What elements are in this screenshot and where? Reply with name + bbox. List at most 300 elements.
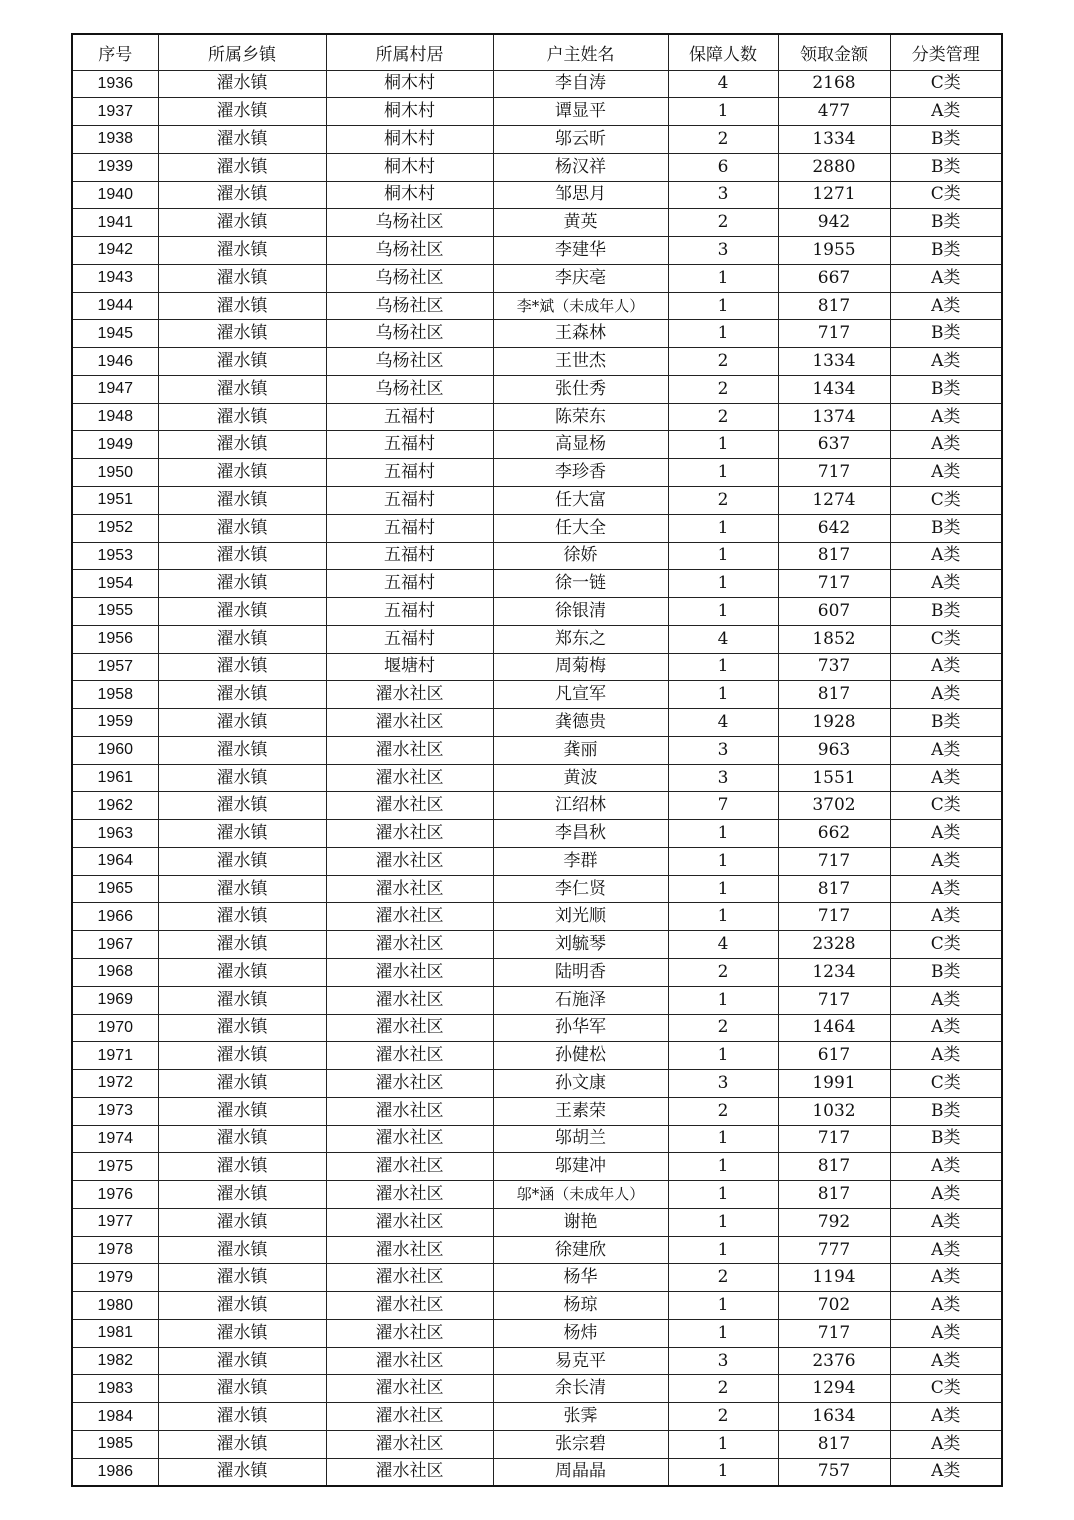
household-head-cell: 张霁 (493, 1403, 668, 1431)
covered-persons-cell: 1 (668, 1208, 778, 1236)
table-row (72, 126, 1002, 154)
table-row (72, 1042, 1002, 1070)
serial-number-cell: 1941 (72, 209, 158, 237)
category-cell: A类 (890, 459, 1002, 487)
village-cell: 濯水社区 (326, 1264, 493, 1292)
serial-number-cell: 1978 (72, 1236, 158, 1264)
village-cell: 濯水社区 (326, 1431, 493, 1459)
serial-number-cell: 1975 (72, 1153, 158, 1181)
amount-cell: 1294 (778, 1375, 890, 1403)
household-head-cell: 李建华 (493, 237, 668, 265)
covered-persons-cell: 2 (668, 1097, 778, 1125)
village-cell: 濯水社区 (326, 875, 493, 903)
serial-number-cell: 1982 (72, 1347, 158, 1375)
township-cell: 濯水镇 (158, 375, 326, 403)
village-cell: 五福村 (326, 431, 493, 459)
household-head-cell: 高显杨 (493, 431, 668, 459)
covered-persons-cell: 4 (668, 625, 778, 653)
amount-cell: 817 (778, 542, 890, 570)
category-cell: C类 (890, 1070, 1002, 1098)
category-cell: C类 (890, 1375, 1002, 1403)
village-cell: 乌杨社区 (326, 348, 493, 376)
serial-number-cell: 1976 (72, 1181, 158, 1209)
category-cell: A类 (890, 1181, 1002, 1209)
table-row (72, 736, 1002, 764)
serial-number-cell: 1958 (72, 681, 158, 709)
township-cell: 濯水镇 (158, 820, 326, 848)
village-cell: 乌杨社区 (326, 375, 493, 403)
category-cell: A类 (890, 903, 1002, 931)
amount-cell: 717 (778, 847, 890, 875)
serial-number-cell: 1965 (72, 875, 158, 903)
covered-persons-cell: 4 (668, 931, 778, 959)
table-row (72, 320, 1002, 348)
household-head-cell: 邬胡兰 (493, 1125, 668, 1153)
village-cell: 濯水社区 (326, 1458, 493, 1486)
serial-number-cell: 1968 (72, 959, 158, 987)
category-cell: C类 (890, 181, 1002, 209)
amount-cell: 717 (778, 320, 890, 348)
table-row (72, 1208, 1002, 1236)
township-cell: 濯水镇 (158, 1431, 326, 1459)
covered-persons-cell: 2 (668, 348, 778, 376)
township-cell: 濯水镇 (158, 1403, 326, 1431)
township-cell: 濯水镇 (158, 431, 326, 459)
household-head-cell: 龚德贵 (493, 709, 668, 737)
township-cell: 濯水镇 (158, 598, 326, 626)
serial-number-cell: 1946 (72, 348, 158, 376)
amount-cell: 717 (778, 986, 890, 1014)
category-cell: B类 (890, 1097, 1002, 1125)
village-cell: 濯水社区 (326, 903, 493, 931)
table-row (72, 375, 1002, 403)
header-row (72, 34, 1002, 70)
covered-persons-cell: 1 (668, 292, 778, 320)
amount-cell: 1194 (778, 1264, 890, 1292)
village-cell: 濯水社区 (326, 986, 493, 1014)
covered-persons-cell: 1 (668, 264, 778, 292)
township-cell: 濯水镇 (158, 1181, 326, 1209)
table-row (72, 653, 1002, 681)
household-head-cell: 邬建冲 (493, 1153, 668, 1181)
covered-persons-cell: 2 (668, 375, 778, 403)
category-cell: A类 (890, 1319, 1002, 1347)
table-row (72, 209, 1002, 237)
category-cell: A类 (890, 1014, 1002, 1042)
village-cell: 乌杨社区 (326, 237, 493, 265)
amount-cell: 717 (778, 903, 890, 931)
township-cell: 濯水镇 (158, 292, 326, 320)
category-cell: B类 (890, 514, 1002, 542)
amount-cell: 3702 (778, 792, 890, 820)
village-cell: 濯水社区 (326, 1319, 493, 1347)
category-cell: A类 (890, 570, 1002, 598)
category-cell: B类 (890, 237, 1002, 265)
category-cell: C类 (890, 486, 1002, 514)
household-head-cell: 任大全 (493, 514, 668, 542)
amount-cell: 817 (778, 292, 890, 320)
village-cell: 桐木村 (326, 153, 493, 181)
amount-cell: 2880 (778, 153, 890, 181)
covered-persons-cell: 3 (668, 1070, 778, 1098)
covered-persons-cell: 1 (668, 542, 778, 570)
household-head-cell: 易克平 (493, 1347, 668, 1375)
village-cell: 濯水社区 (326, 736, 493, 764)
village-cell: 濯水社区 (326, 1375, 493, 1403)
table-row (72, 153, 1002, 181)
category-cell: C类 (890, 70, 1002, 98)
household-head-cell: 徐建欣 (493, 1236, 668, 1264)
covered-persons-cell: 2 (668, 403, 778, 431)
serial-number-cell: 1969 (72, 986, 158, 1014)
household-head-cell: 刘毓琴 (493, 931, 668, 959)
village-cell: 濯水社区 (326, 792, 493, 820)
amount-cell: 1551 (778, 764, 890, 792)
amount-cell: 817 (778, 1181, 890, 1209)
amount-cell: 1032 (778, 1097, 890, 1125)
table-row (72, 1181, 1002, 1209)
household-head-cell: 李珍香 (493, 459, 668, 487)
township-cell: 濯水镇 (158, 486, 326, 514)
village-cell: 濯水社区 (326, 681, 493, 709)
category-cell: A类 (890, 1153, 1002, 1181)
serial-number-cell: 1961 (72, 764, 158, 792)
serial-number-cell: 1955 (72, 598, 158, 626)
table-row (72, 931, 1002, 959)
table-row (72, 264, 1002, 292)
village-cell: 濯水社区 (326, 820, 493, 848)
township-cell: 濯水镇 (158, 209, 326, 237)
table-row (72, 1458, 1002, 1486)
village-cell: 桐木村 (326, 181, 493, 209)
table-row (72, 98, 1002, 126)
header-amount: 领取金额 (778, 34, 890, 70)
household-head-cell: 谭显平 (493, 98, 668, 126)
covered-persons-cell: 1 (668, 98, 778, 126)
category-cell: A类 (890, 681, 1002, 709)
household-head-cell: 郑东之 (493, 625, 668, 653)
table-body (72, 70, 1002, 1486)
village-cell: 濯水社区 (326, 1236, 493, 1264)
amount-cell: 817 (778, 681, 890, 709)
covered-persons-cell: 4 (668, 70, 778, 98)
serial-number-cell: 1974 (72, 1125, 158, 1153)
category-cell: A类 (890, 98, 1002, 126)
covered-persons-cell: 1 (668, 1292, 778, 1320)
household-head-cell: 谢艳 (493, 1208, 668, 1236)
covered-persons-cell: 3 (668, 1347, 778, 1375)
township-cell: 濯水镇 (158, 903, 326, 931)
amount-cell: 642 (778, 514, 890, 542)
household-head-cell: 龚丽 (493, 736, 668, 764)
table-row (72, 598, 1002, 626)
table-row (72, 1097, 1002, 1125)
township-cell: 濯水镇 (158, 847, 326, 875)
amount-cell: 702 (778, 1292, 890, 1320)
covered-persons-cell: 3 (668, 736, 778, 764)
township-cell: 濯水镇 (158, 542, 326, 570)
category-cell: A类 (890, 820, 1002, 848)
category-cell: A类 (890, 986, 1002, 1014)
serial-number-cell: 1942 (72, 237, 158, 265)
township-cell: 濯水镇 (158, 181, 326, 209)
township-cell: 濯水镇 (158, 1153, 326, 1181)
village-cell: 五福村 (326, 459, 493, 487)
covered-persons-cell: 4 (668, 709, 778, 737)
amount-cell: 477 (778, 98, 890, 126)
household-head-cell: 周晶晶 (493, 1458, 668, 1486)
category-cell: B类 (890, 153, 1002, 181)
covered-persons-cell: 1 (668, 903, 778, 931)
household-head-cell: 徐娇 (493, 542, 668, 570)
serial-number-cell: 1973 (72, 1097, 158, 1125)
township-cell: 濯水镇 (158, 625, 326, 653)
table-row (72, 959, 1002, 987)
township-cell: 濯水镇 (158, 709, 326, 737)
amount-cell: 792 (778, 1208, 890, 1236)
serial-number-cell: 1970 (72, 1014, 158, 1042)
serial-number-cell: 1944 (72, 292, 158, 320)
table-row (72, 1319, 1002, 1347)
amount-cell: 2376 (778, 1347, 890, 1375)
covered-persons-cell: 6 (668, 153, 778, 181)
township-cell: 濯水镇 (158, 1292, 326, 1320)
category-cell: B类 (890, 320, 1002, 348)
table-row (72, 1236, 1002, 1264)
amount-cell: 1334 (778, 126, 890, 154)
covered-persons-cell: 1 (668, 986, 778, 1014)
amount-cell: 2328 (778, 931, 890, 959)
township-cell: 濯水镇 (158, 70, 326, 98)
table-row (72, 542, 1002, 570)
covered-persons-cell: 1 (668, 875, 778, 903)
township-cell: 濯水镇 (158, 1014, 326, 1042)
township-cell: 濯水镇 (158, 570, 326, 598)
table-row (72, 681, 1002, 709)
household-head-cell: 陆明香 (493, 959, 668, 987)
village-cell: 乌杨社区 (326, 209, 493, 237)
household-head-cell: 余长清 (493, 1375, 668, 1403)
village-cell: 濯水社区 (326, 931, 493, 959)
village-cell: 濯水社区 (326, 1125, 493, 1153)
township-cell: 濯水镇 (158, 1458, 326, 1486)
serial-number-cell: 1981 (72, 1319, 158, 1347)
covered-persons-cell: 1 (668, 570, 778, 598)
township-cell: 濯水镇 (158, 126, 326, 154)
serial-number-cell: 1959 (72, 709, 158, 737)
covered-persons-cell: 2 (668, 1014, 778, 1042)
township-cell: 濯水镇 (158, 986, 326, 1014)
covered-persons-cell: 2 (668, 1375, 778, 1403)
table-row (72, 820, 1002, 848)
covered-persons-cell: 2 (668, 1403, 778, 1431)
amount-cell: 1464 (778, 1014, 890, 1042)
township-cell: 濯水镇 (158, 459, 326, 487)
serial-number-cell: 1967 (72, 931, 158, 959)
village-cell: 五福村 (326, 570, 493, 598)
township-cell: 濯水镇 (158, 237, 326, 265)
amount-cell: 2168 (778, 70, 890, 98)
village-cell: 乌杨社区 (326, 264, 493, 292)
village-cell: 乌杨社区 (326, 292, 493, 320)
household-head-cell: 孙文康 (493, 1070, 668, 1098)
household-head-cell: 王素荣 (493, 1097, 668, 1125)
township-cell: 濯水镇 (158, 1042, 326, 1070)
table-row (72, 1070, 1002, 1098)
category-cell: A类 (890, 1347, 1002, 1375)
township-cell: 濯水镇 (158, 1070, 326, 1098)
amount-cell: 1271 (778, 181, 890, 209)
village-cell: 濯水社区 (326, 764, 493, 792)
category-cell: C类 (890, 931, 1002, 959)
covered-persons-cell: 1 (668, 1125, 778, 1153)
table-row (72, 181, 1002, 209)
covered-persons-cell: 2 (668, 209, 778, 237)
household-head-cell: 刘光顺 (493, 903, 668, 931)
household-head-cell: 李*斌（未成年人） (493, 292, 668, 320)
village-cell: 五福村 (326, 625, 493, 653)
household-head-cell: 李自涛 (493, 70, 668, 98)
household-head-cell: 张仕秀 (493, 375, 668, 403)
household-head-cell: 杨汉祥 (493, 153, 668, 181)
category-cell: C类 (890, 625, 1002, 653)
table-row (72, 986, 1002, 1014)
category-cell: A类 (890, 1264, 1002, 1292)
serial-number-cell: 1957 (72, 653, 158, 681)
category-cell: A类 (890, 1431, 1002, 1459)
serial-number-cell: 1936 (72, 70, 158, 98)
serial-number-cell: 1938 (72, 126, 158, 154)
covered-persons-cell: 3 (668, 181, 778, 209)
table-row (72, 847, 1002, 875)
covered-persons-cell: 1 (668, 820, 778, 848)
covered-persons-cell: 3 (668, 764, 778, 792)
serial-number-cell: 1984 (72, 1403, 158, 1431)
household-head-cell: 邬云昕 (493, 126, 668, 154)
amount-cell: 717 (778, 1125, 890, 1153)
table-row (72, 348, 1002, 376)
amount-cell: 777 (778, 1236, 890, 1264)
serial-number-cell: 1980 (72, 1292, 158, 1320)
household-head-cell: 徐一链 (493, 570, 668, 598)
table-row (72, 237, 1002, 265)
table-row (72, 875, 1002, 903)
category-cell: A类 (890, 736, 1002, 764)
village-cell: 濯水社区 (326, 1042, 493, 1070)
category-cell: A类 (890, 403, 1002, 431)
township-cell: 濯水镇 (158, 1236, 326, 1264)
covered-persons-cell: 1 (668, 847, 778, 875)
category-cell: A类 (890, 431, 1002, 459)
table-row (72, 1347, 1002, 1375)
covered-persons-cell: 1 (668, 1153, 778, 1181)
table-row (72, 1264, 1002, 1292)
village-cell: 濯水社区 (326, 709, 493, 737)
amount-cell: 1274 (778, 486, 890, 514)
serial-number-cell: 1985 (72, 1431, 158, 1459)
village-cell: 五福村 (326, 514, 493, 542)
amount-cell: 1634 (778, 1403, 890, 1431)
covered-persons-cell: 1 (668, 1181, 778, 1209)
township-cell: 濯水镇 (158, 736, 326, 764)
covered-persons-cell: 1 (668, 320, 778, 348)
header-serial-number: 序号 (72, 34, 158, 70)
category-cell: B类 (890, 709, 1002, 737)
amount-cell: 942 (778, 209, 890, 237)
category-cell: B类 (890, 126, 1002, 154)
covered-persons-cell: 1 (668, 1458, 778, 1486)
amount-cell: 617 (778, 1042, 890, 1070)
township-cell: 濯水镇 (158, 348, 326, 376)
township-cell: 濯水镇 (158, 1097, 326, 1125)
amount-cell: 817 (778, 1153, 890, 1181)
table-row (72, 903, 1002, 931)
household-head-cell: 石施泽 (493, 986, 668, 1014)
table-row (72, 709, 1002, 737)
amount-cell: 717 (778, 570, 890, 598)
category-cell: C类 (890, 792, 1002, 820)
serial-number-cell: 1939 (72, 153, 158, 181)
household-head-cell: 张宗碧 (493, 1431, 668, 1459)
table-row (72, 459, 1002, 487)
township-cell: 濯水镇 (158, 959, 326, 987)
table-row (72, 431, 1002, 459)
category-cell: A类 (890, 875, 1002, 903)
village-cell: 濯水社区 (326, 1292, 493, 1320)
table-row (72, 1292, 1002, 1320)
category-cell: B类 (890, 598, 1002, 626)
serial-number-cell: 1949 (72, 431, 158, 459)
household-head-cell: 李仁贤 (493, 875, 668, 903)
covered-persons-cell: 1 (668, 681, 778, 709)
household-head-cell: 周菊梅 (493, 653, 668, 681)
amount-cell: 1991 (778, 1070, 890, 1098)
category-cell: A类 (890, 764, 1002, 792)
household-head-cell: 王森林 (493, 320, 668, 348)
township-cell: 濯水镇 (158, 1319, 326, 1347)
amount-cell: 1852 (778, 625, 890, 653)
serial-number-cell: 1972 (72, 1070, 158, 1098)
amount-cell: 1334 (778, 348, 890, 376)
township-cell: 濯水镇 (158, 1208, 326, 1236)
category-cell: A类 (890, 1292, 1002, 1320)
amount-cell: 757 (778, 1458, 890, 1486)
table-row (72, 514, 1002, 542)
serial-number-cell: 1951 (72, 486, 158, 514)
serial-number-cell: 1986 (72, 1458, 158, 1486)
header-covered-persons: 保障人数 (668, 34, 778, 70)
category-cell: A类 (890, 348, 1002, 376)
category-cell: A类 (890, 1458, 1002, 1486)
serial-number-cell: 1971 (72, 1042, 158, 1070)
covered-persons-cell: 2 (668, 959, 778, 987)
village-cell: 桐木村 (326, 126, 493, 154)
amount-cell: 1234 (778, 959, 890, 987)
township-cell: 濯水镇 (158, 764, 326, 792)
covered-persons-cell: 2 (668, 1264, 778, 1292)
township-cell: 濯水镇 (158, 514, 326, 542)
serial-number-cell: 1983 (72, 1375, 158, 1403)
household-head-cell: 任大富 (493, 486, 668, 514)
serial-number-cell: 1960 (72, 736, 158, 764)
table-row (72, 570, 1002, 598)
header-township: 所属乡镇 (158, 34, 326, 70)
township-cell: 濯水镇 (158, 153, 326, 181)
household-head-cell: 邬*涵（未成年人） (493, 1181, 668, 1209)
township-cell: 濯水镇 (158, 1264, 326, 1292)
township-cell: 濯水镇 (158, 653, 326, 681)
table-row (72, 625, 1002, 653)
